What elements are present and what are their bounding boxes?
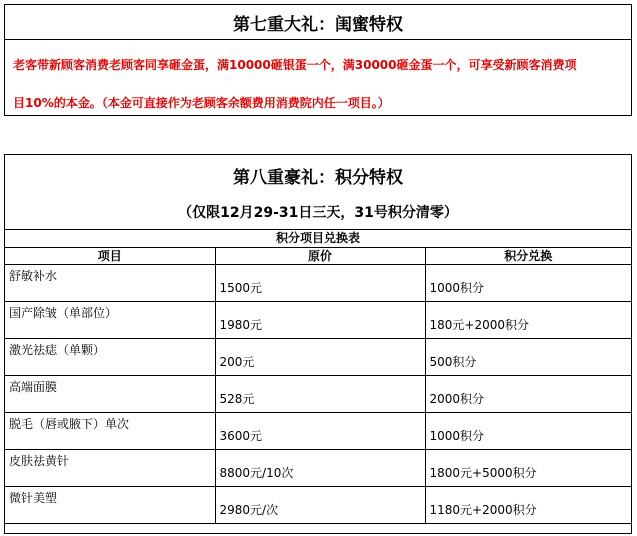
- table-row: [5, 487, 631, 524]
- section-eight-box: [4, 154, 632, 534]
- row-points: 2000积分: [425, 376, 631, 413]
- row-item: 微针美塑: [5, 487, 215, 524]
- table-row: [5, 376, 631, 413]
- row-points: 180元+2000积分: [425, 302, 631, 339]
- row-price: 1980元: [215, 302, 425, 339]
- row-price: 1500元: [215, 265, 425, 302]
- row-price: 2980元/次: [215, 487, 425, 524]
- table-row: [5, 265, 631, 302]
- row-points: 500积分: [425, 339, 631, 376]
- row-points: 1180元+2000积分: [425, 487, 631, 524]
- row-item: 激光祛痣（单颗）: [5, 339, 215, 376]
- section-seven-title: 第七重大礼：闺蜜特权: [5, 5, 631, 40]
- header-price: 原价: [215, 248, 425, 265]
- points-exchange-table: [5, 230, 631, 524]
- row-item: 舒敏补水: [5, 265, 215, 302]
- section-seven-body: [5, 40, 631, 122]
- row-item: 皮肤祛黄针: [5, 450, 215, 487]
- row-price: 3600元: [215, 413, 425, 450]
- row-points: 1000积分: [425, 265, 631, 302]
- section-eight-subtitle: （仅限12月29-31日三天，31号积分清零）: [5, 195, 631, 230]
- row-points: 1800元+5000积分: [425, 450, 631, 487]
- row-price: 8800元/10次: [215, 450, 425, 487]
- table-row: [5, 450, 631, 487]
- table-header-row: [5, 248, 631, 265]
- row-item: 高端面膜: [5, 376, 215, 413]
- section-seven-body-line2: 目10%的本金。（本金可直接作为老顾客余额费用消费院内任一项目。）: [13, 96, 390, 110]
- section-seven-box: [4, 4, 632, 116]
- row-points: 1000积分: [425, 413, 631, 450]
- table-row: [5, 339, 631, 376]
- row-item: 脱毛（唇或腋下）单次: [5, 413, 215, 450]
- section-eight-title: 第八重豪礼：积分特权: [233, 167, 403, 188]
- section-seven-body-line1: 老客带新顾客消费老顾客同享砸金蛋，满10000砸银蛋一个，满30000砸金蛋一个，可享受新顾客消费项: [13, 58, 577, 72]
- row-price: 200元: [215, 339, 425, 376]
- table-row: [5, 413, 631, 450]
- row-item: 国产除皱（单部位）: [5, 302, 215, 339]
- header-item: 项目: [5, 248, 215, 265]
- table-row: [5, 302, 631, 339]
- table-caption: 积分项目兑换表: [5, 230, 631, 248]
- row-price: 528元: [215, 376, 425, 413]
- header-points: 积分兑换: [425, 248, 631, 265]
